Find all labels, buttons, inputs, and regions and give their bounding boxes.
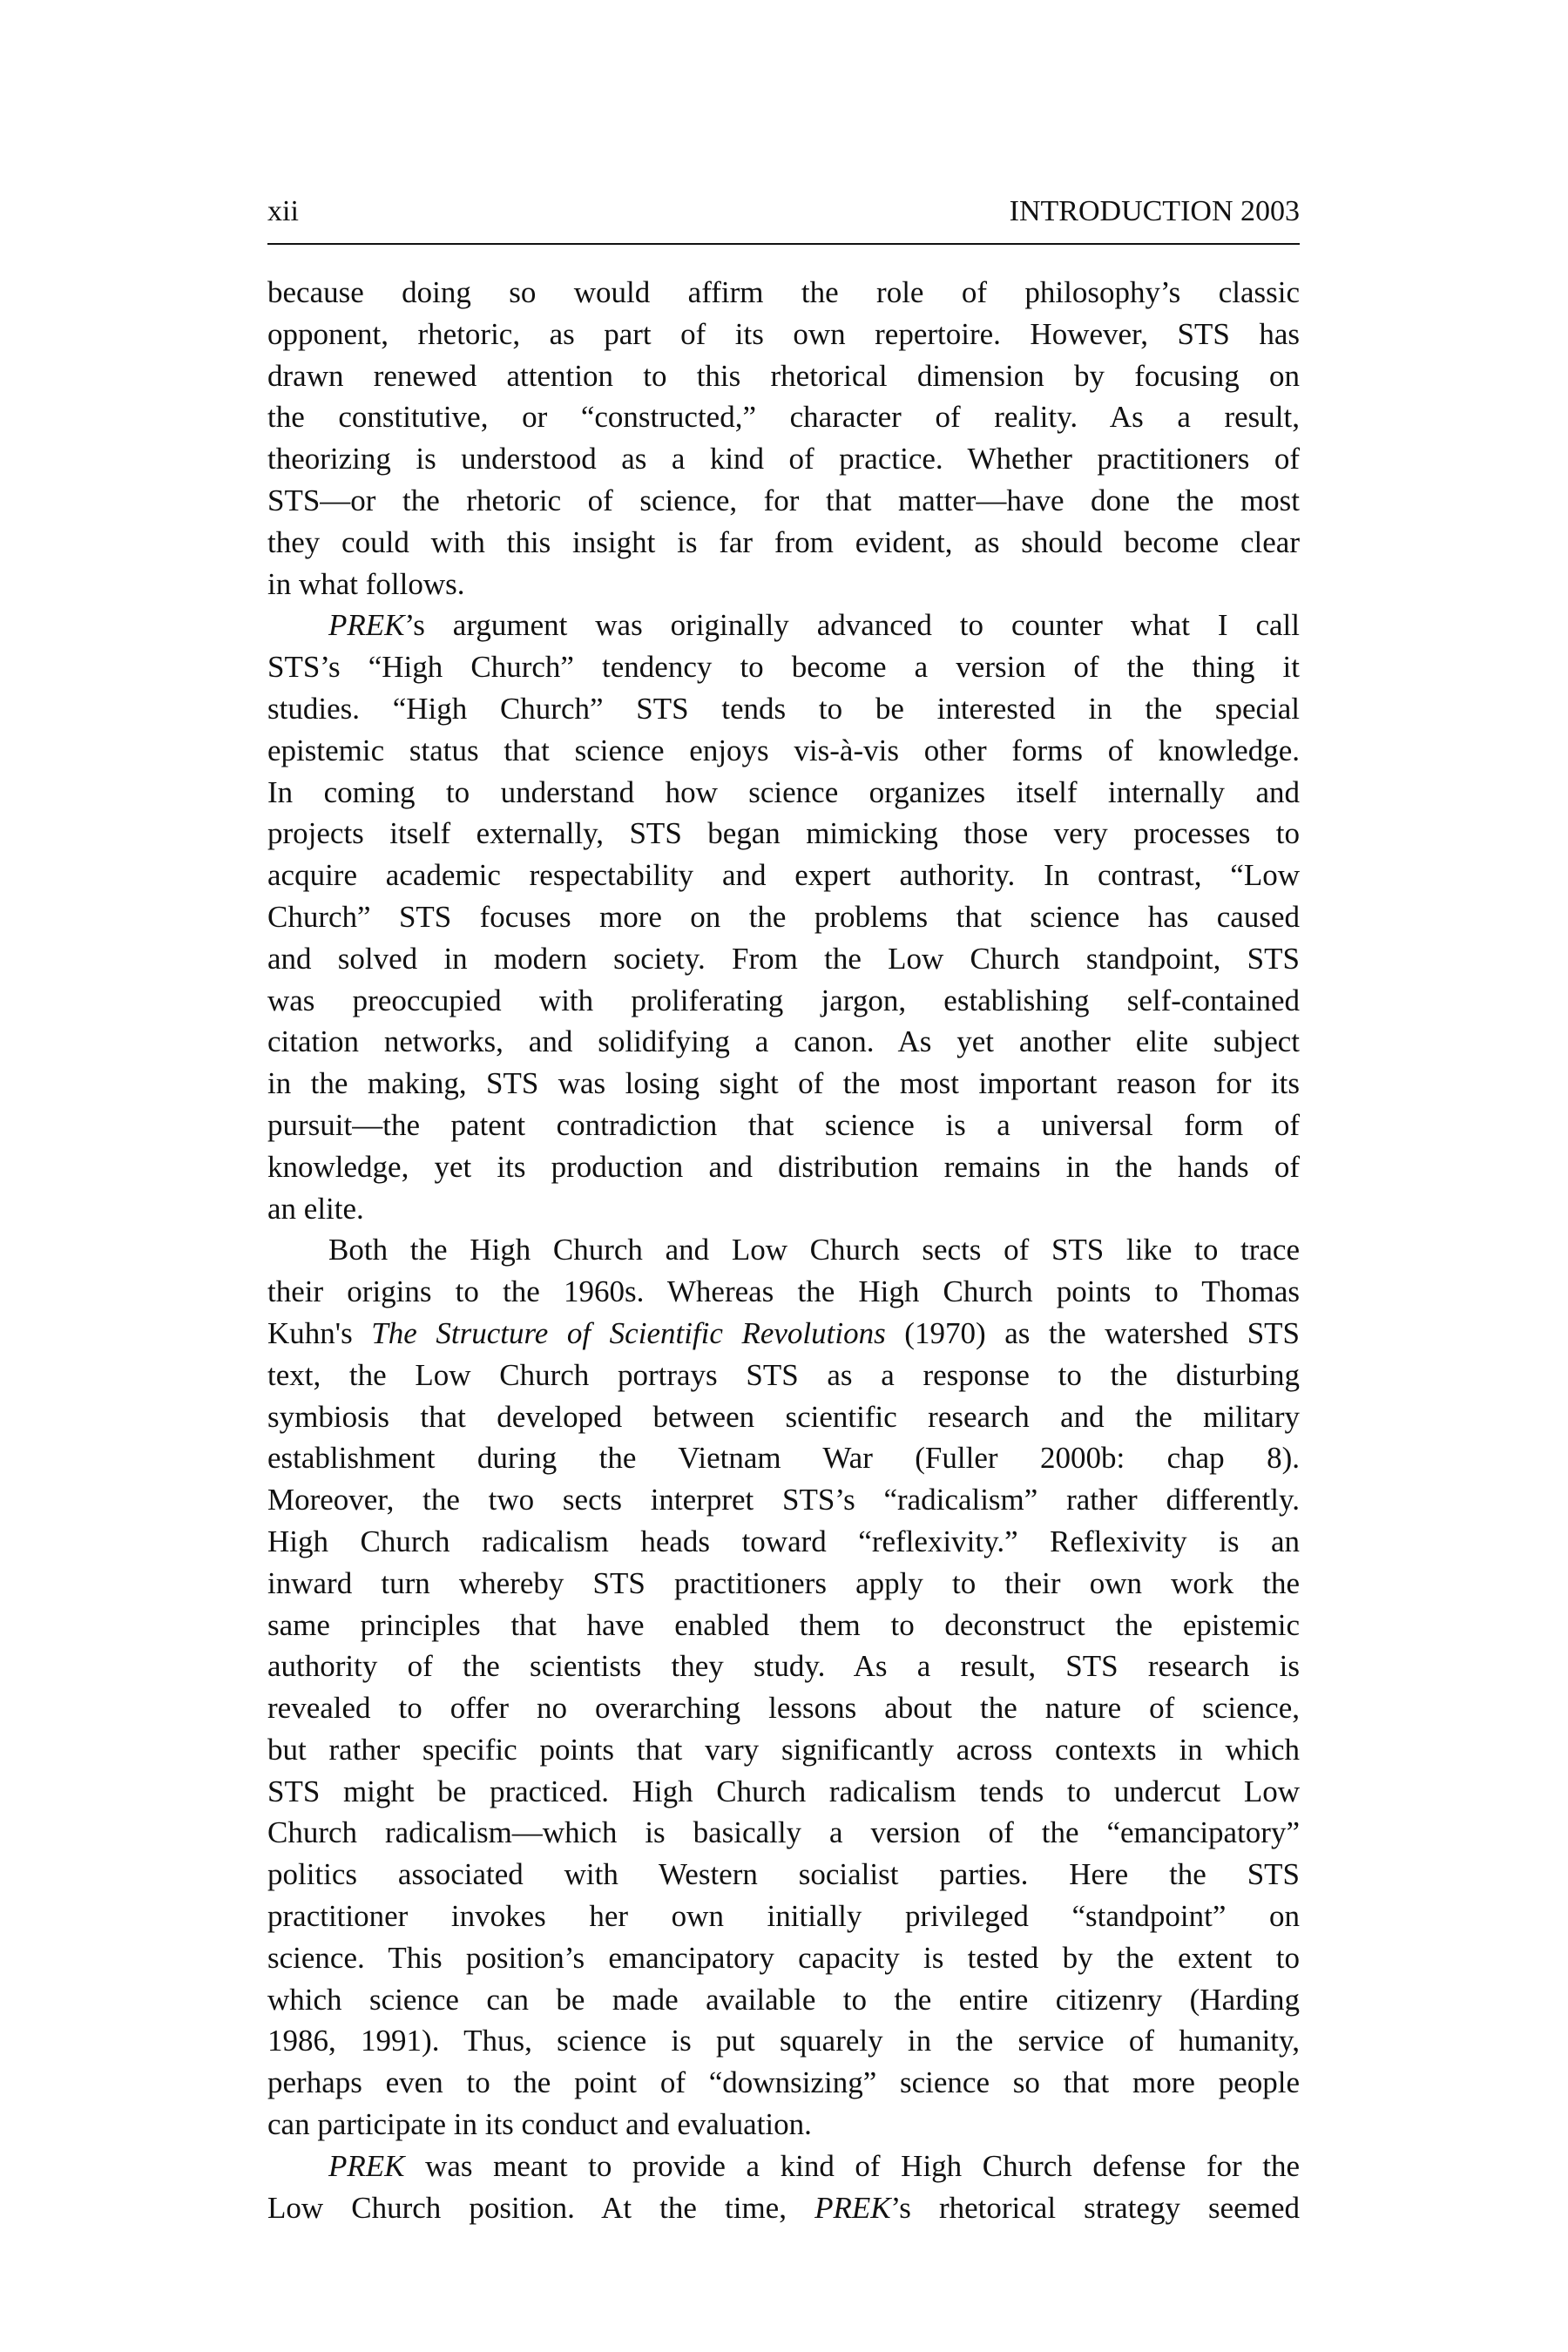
header-rule — [267, 243, 1300, 245]
text-line — [267, 564, 1300, 605]
text-run: can participate in its conduct and evaluation. — [267, 2107, 812, 2142]
text-line — [267, 1021, 1300, 1063]
text-run: Church radicalism—which is basically a version of the “emancipatory” — [267, 1815, 1300, 1850]
text-run: STS—or the rhetoric of science, for that matter—have done the most — [267, 483, 1300, 517]
page-number: xii — [267, 195, 299, 227]
text-run: inward turn whereby STS practitioners apply to their own work the — [267, 1565, 1300, 1600]
text-line — [267, 1563, 1300, 1605]
text-run: science. This position’s emancipatory capacity is tested by the extent to — [267, 1940, 1300, 1975]
text-run: epistemic status that science enjoys vis-à-vis other forms of knowledge. — [267, 733, 1300, 767]
body-text — [267, 272, 1300, 2228]
text-line — [267, 1729, 1300, 1771]
text-run: they could with this insight is far from evident, as should become clear — [267, 524, 1300, 559]
text-run: ’s argument was originally advanced to counter what I call — [404, 608, 1300, 643]
text-line — [267, 1771, 1300, 1813]
paragraph — [267, 272, 1300, 605]
text-run: perhaps even to the point of “downsizing” science so that more people — [267, 2065, 1300, 2100]
text-run: (1970) as the watershed STS — [885, 1315, 1301, 1350]
text-line — [267, 980, 1300, 1022]
text-line — [267, 1355, 1300, 1396]
text-run: 1986, 1991). Thus, science is put squarely in the service of humanity, — [267, 2024, 1300, 2058]
text-run: same principles that have enabled them to deconstruct the epistemic — [267, 1607, 1300, 1642]
italic-title: The Structure of Scientific Revolutions — [371, 1315, 886, 1350]
text-line — [267, 1146, 1300, 1188]
text-run: which science can be made available to the entire citizenry (Harding — [267, 1982, 1300, 2017]
italic-title: PREK — [328, 608, 405, 643]
text-line — [267, 1063, 1300, 1105]
text-line — [267, 2146, 1300, 2187]
text-run: revealed to offer no overarching lessons about the nature of science, — [267, 1691, 1300, 1726]
paragraph — [267, 605, 1300, 1229]
text-run: theorizing is understood as a kind of practice. Whether practitioners of — [267, 442, 1300, 476]
text-line — [267, 2104, 1300, 2146]
text-run: their origins to the 1960s. Whereas the High Church points to Thomas — [267, 1274, 1300, 1309]
text-line — [267, 1313, 1300, 1355]
text-line — [267, 314, 1300, 355]
text-run: politics associated with Western socialist parties. Here the STS — [267, 1857, 1300, 1892]
text-run: symbiosis that developed between scientific research and the military — [267, 1399, 1300, 1434]
text-line — [267, 1105, 1300, 1146]
text-line — [267, 2062, 1300, 2104]
text-run: acquire academic respectability and expert authority. In contrast, “Low — [267, 858, 1300, 893]
text-line — [267, 480, 1300, 522]
text-line — [267, 1605, 1300, 1646]
italic-title: PREK — [814, 2190, 891, 2225]
text-line — [267, 938, 1300, 980]
text-run: establishment during the Vietnam War (Fuller 2000b: chap 8). — [267, 1441, 1300, 1476]
text-run: STS might be practiced. High Church radicalism tends to undercut Low — [267, 1774, 1300, 1808]
text-line — [267, 688, 1300, 730]
text-line — [267, 1687, 1300, 1729]
text-run: authority of the scientists they study. As a result, STS research is — [267, 1649, 1300, 1684]
text-run: the constitutive, or “constructed,” character of reality. As a result, — [267, 400, 1300, 435]
text-line — [267, 1896, 1300, 1937]
text-line — [267, 2020, 1300, 2062]
text-run: opponent, rhetoric, as part of its own repertoire. However, STS has — [267, 316, 1300, 351]
text-line — [267, 855, 1300, 896]
text-run: but rather specific points that vary significantly across contexts in which — [267, 1732, 1300, 1767]
text-line — [267, 772, 1300, 814]
running-header — [267, 194, 1300, 229]
text-line — [267, 1979, 1300, 2021]
text-line — [267, 1854, 1300, 1896]
text-run: studies. “High Church” STS tends to be interested in the special — [267, 691, 1300, 726]
text-run: was meant to provide a kind of High Church defense for the — [404, 2148, 1300, 2183]
text-run: practitioner invokes her own initially privileged “standpoint” on — [267, 1899, 1300, 1934]
text-run: citation networks, and solidifying a canon. As yet another elite subject — [267, 1024, 1300, 1059]
text-line — [267, 1479, 1300, 1521]
text-line — [267, 396, 1300, 438]
text-line — [267, 1937, 1300, 1979]
text-line — [267, 1812, 1300, 1854]
text-line — [267, 896, 1300, 938]
text-line — [267, 2187, 1300, 2229]
text-run: drawn renewed attention to this rhetorical dimension by focusing on — [267, 358, 1300, 393]
text-run: projects itself externally, STS began mimicking those very processes to — [267, 816, 1300, 851]
paragraph — [267, 2146, 1300, 2229]
text-line — [267, 813, 1300, 855]
text-run: in the making, STS was losing sight of the most important reason for its — [267, 1066, 1300, 1101]
text-run: an elite. — [267, 1191, 364, 1226]
text-line — [267, 438, 1300, 480]
text-line — [267, 1271, 1300, 1313]
text-line — [267, 1188, 1300, 1230]
text-run: knowledge, yet its production and distribution remains in the hands of — [267, 1149, 1300, 1184]
running-title: INTRODUCTION 2003 — [1009, 195, 1300, 227]
paragraph — [267, 1229, 1300, 2146]
text-line — [267, 1396, 1300, 1438]
text-run: Moreover, the two sects interpret STS’s “radicalism” rather differently. — [267, 1483, 1300, 1517]
text-run: Both the High Church and Low Church sects of STS like to trace — [328, 1233, 1300, 1267]
text-line — [267, 646, 1300, 688]
text-run: was preoccupied with proliferating jargon, establishing self-contained — [267, 983, 1300, 1017]
text-line — [267, 272, 1300, 314]
text-run: Low Church position. At the time, — [267, 2190, 815, 2225]
text-run: text, the Low Church portrays STS as a response to the disturbing — [267, 1357, 1300, 1392]
text-run: Kuhn's — [267, 1315, 372, 1350]
text-line — [267, 522, 1300, 564]
text-run: High Church radicalism heads toward “reflexivity.” Reflexivity is an — [267, 1524, 1300, 1558]
text-line — [267, 1646, 1300, 1687]
text-run: STS’s “High Church” tendency to become a version of the thing it — [267, 650, 1300, 685]
italic-title: PREK — [328, 2148, 405, 2183]
text-line — [267, 1437, 1300, 1479]
text-line — [267, 730, 1300, 772]
text-line — [267, 1521, 1300, 1563]
text-run: in what follows. — [267, 566, 465, 601]
text-run: pursuit—the patent contradiction that science is a universal form of — [267, 1107, 1300, 1142]
text-run: and solved in modern society. From the Low Church standpoint, STS — [267, 941, 1300, 976]
text-run: because doing so would affirm the role of philosophy’s classic — [267, 275, 1300, 309]
text-line — [267, 605, 1300, 646]
text-run: In coming to understand how science organizes itself internally and — [267, 774, 1300, 809]
text-run: Church” STS focuses more on the problems that science has caused — [267, 899, 1300, 934]
text-run: ’s rhetorical strategy seemed — [890, 2190, 1300, 2225]
text-line — [267, 1229, 1300, 1271]
text-line — [267, 355, 1300, 397]
